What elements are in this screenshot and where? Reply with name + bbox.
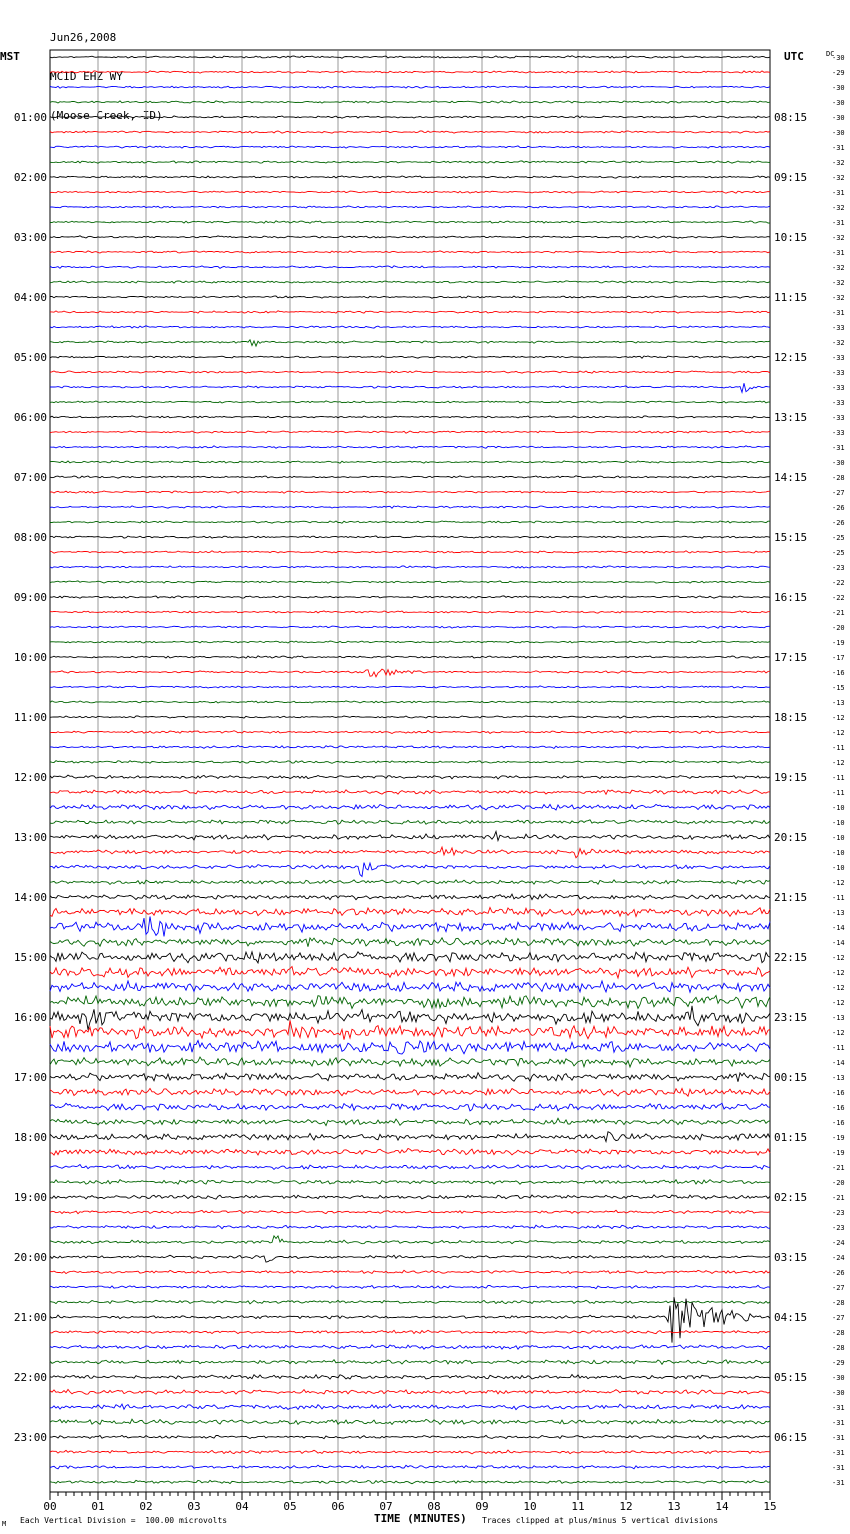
- trace-line-84: [50, 1297, 770, 1342]
- dc-offset-label: -25: [832, 549, 845, 557]
- left-hour-label: 18:00: [13, 1131, 47, 1144]
- right-hour-label: 15:15: [774, 531, 808, 544]
- dc-offset-label: -10: [832, 834, 845, 842]
- trace-line-77: [50, 1210, 770, 1213]
- dc-offset-label: -31: [832, 1434, 845, 1442]
- dc-offset-label: -23: [832, 564, 845, 572]
- trace-line-62: [50, 981, 770, 992]
- x-tick-label: 07: [379, 1500, 393, 1513]
- trace-line-20: [50, 356, 770, 358]
- left-hour-label: 22:00: [13, 1371, 47, 1384]
- right-hour-label: 00:15: [774, 1071, 808, 1084]
- right-hour-label: 21:15: [774, 891, 808, 904]
- dc-offset-label: -28: [832, 1299, 845, 1307]
- dc-offset-label: -25: [832, 534, 845, 542]
- dc-offset-label: -30: [832, 1374, 845, 1382]
- dc-offset-label: -33: [832, 369, 845, 377]
- dc-offset-label: -32: [832, 279, 845, 287]
- dc-offset-label: -32: [832, 174, 845, 182]
- header-date: Jun26,2008: [50, 31, 117, 44]
- dc-offset-label: -26: [832, 519, 845, 527]
- trace-line-25: [50, 431, 770, 433]
- dc-offset-label: -15: [832, 684, 845, 692]
- trace-line-9: [50, 191, 770, 193]
- dc-offset-label: -23: [832, 1209, 845, 1217]
- right-hour-label: 05:15: [774, 1371, 808, 1384]
- trace-line-2: [50, 86, 770, 88]
- dc-offset-label: -11: [832, 789, 845, 797]
- header-location: (Moose Creek, ID): [50, 109, 163, 122]
- dc-offset-label: -31: [832, 309, 845, 317]
- trace-line-54: [50, 863, 770, 877]
- dc-offset-label: -30: [832, 129, 845, 137]
- dc-offset-label: -19: [832, 1149, 845, 1157]
- dc-offset-label: -31: [832, 189, 845, 197]
- trace-line-13: [50, 251, 770, 253]
- dc-offset-label: -11: [832, 744, 845, 752]
- x-tick-label: 03: [187, 1500, 201, 1513]
- trace-line-33: [50, 551, 770, 553]
- dc-offset-label: -30: [832, 114, 845, 122]
- dc-offset-label: -12: [832, 1029, 845, 1037]
- trace-line-43: [50, 701, 770, 703]
- x-tick-label: 02: [139, 1500, 153, 1513]
- dc-offset-label: -16: [832, 1104, 845, 1112]
- dc-offset-label: -12: [832, 714, 845, 722]
- dc-offset-label: -27: [832, 1284, 845, 1292]
- left-hour-label: 16:00: [13, 1011, 47, 1024]
- trace-line-59: [50, 938, 770, 947]
- dc-offset-label: -31: [832, 444, 845, 452]
- trace-line-50: [50, 804, 770, 810]
- trace-line-23: [50, 401, 770, 403]
- dc-offset-label: -23: [832, 1224, 845, 1232]
- trace-line-40: [50, 656, 770, 658]
- dc-offset-label: -30: [832, 459, 845, 467]
- dc-offset-label: -33: [832, 414, 845, 422]
- dc-offset-label: -12: [832, 954, 845, 962]
- left-hour-label: 11:00: [13, 711, 47, 724]
- trace-line-53: [50, 847, 770, 858]
- trace-line-32: [50, 536, 770, 538]
- trace-line-18: [50, 326, 770, 328]
- trace-line-35: [50, 581, 770, 583]
- left-hour-label: 01:00: [13, 111, 47, 124]
- trace-line-45: [50, 731, 770, 734]
- x-tick-label: 04: [235, 1500, 249, 1513]
- trace-line-64: [50, 1006, 770, 1030]
- right-hour-label: 11:15: [774, 291, 808, 304]
- clip-note: Traces clipped at plus/minus 5 vertical divisions: [482, 1516, 719, 1525]
- dc-offset-label: -13: [832, 1014, 845, 1022]
- trace-line-6: [50, 146, 770, 148]
- trace-line-80: [50, 1255, 770, 1262]
- trace-line-85: [50, 1330, 770, 1333]
- trace-line-71: [50, 1118, 770, 1125]
- dc-offset-label: -31: [832, 1404, 845, 1412]
- dc-offset-label: -10: [832, 864, 845, 872]
- trace-line-26: [50, 446, 770, 449]
- trace-line-34: [50, 566, 770, 568]
- left-hour-label: 07:00: [13, 471, 47, 484]
- dc-offset-label: -22: [832, 594, 845, 602]
- dc-offset-label: -30: [832, 54, 845, 62]
- trace-line-10: [50, 206, 770, 208]
- trace-line-78: [50, 1225, 770, 1229]
- x-tick-label: 06: [331, 1500, 345, 1513]
- left-hour-label: 17:00: [13, 1071, 47, 1084]
- dc-offset-label: -33: [832, 399, 845, 407]
- x-tick-label: 10: [523, 1500, 537, 1513]
- dc-offset-label: -33: [832, 429, 845, 437]
- dc-offset-label: -31: [832, 144, 845, 152]
- trace-line-21: [50, 371, 770, 373]
- trace-line-55: [50, 880, 770, 885]
- trace-line-56: [50, 894, 770, 900]
- trace-line-42: [50, 686, 770, 688]
- trace-line-66: [50, 1041, 770, 1055]
- dc-offset-label: -32: [832, 204, 845, 212]
- left-hour-label: 12:00: [13, 771, 47, 784]
- dc-offset-label: -11: [832, 1044, 845, 1052]
- left-hour-label: 03:00: [13, 231, 47, 244]
- trace-line-91: [50, 1419, 770, 1424]
- trace-line-69: [50, 1088, 770, 1096]
- dc-offset-label: -32: [832, 159, 845, 167]
- trace-line-31: [50, 521, 770, 523]
- dc-offset-label: -16: [832, 1089, 845, 1097]
- trace-line-83: [50, 1300, 770, 1304]
- header-station: MCID EHZ WY: [50, 70, 123, 83]
- left-hour-label: 08:00: [13, 531, 47, 544]
- trace-line-17: [50, 311, 770, 313]
- right-hour-label: 08:15: [774, 111, 808, 124]
- dc-offset-label: -33: [832, 384, 845, 392]
- x-tick-label: 12: [619, 1500, 633, 1513]
- trace-line-61: [50, 967, 770, 979]
- x-axis-label: TIME (MINUTES): [374, 1512, 467, 1525]
- trace-line-36: [50, 596, 770, 598]
- right-hour-label: 22:15: [774, 951, 808, 964]
- trace-line-93: [50, 1450, 770, 1454]
- trace-line-0: [50, 56, 770, 59]
- dc-offset-label: -12: [832, 759, 845, 767]
- dc-offset-label: -10: [832, 819, 845, 827]
- left-hour-label: 09:00: [13, 591, 47, 604]
- trace-line-5: [50, 131, 770, 133]
- trace-line-27: [50, 461, 770, 463]
- dc-offset-label: -31: [832, 249, 845, 257]
- logo-mark: M: [2, 1520, 7, 1528]
- right-hour-label: 18:15: [774, 711, 808, 724]
- dc-offset-label: -14: [832, 939, 845, 947]
- trace-line-39: [50, 641, 770, 643]
- trace-line-37: [50, 611, 770, 613]
- trace-line-87: [50, 1360, 770, 1365]
- dc-offset-label: -17: [832, 654, 845, 662]
- scale-note: Each Vertical Division = 100.00 microvolts: [20, 1516, 228, 1525]
- trace-line-52: [50, 831, 770, 840]
- right-hour-label: 16:15: [774, 591, 808, 604]
- dc-offset-label: -26: [832, 1269, 845, 1277]
- right-hour-label: 03:15: [774, 1251, 808, 1264]
- trace-line-86: [50, 1345, 770, 1349]
- trace-line-47: [50, 761, 770, 764]
- dc-offset-label: -30: [832, 1389, 845, 1397]
- dc-offset-label: -21: [832, 609, 845, 617]
- dc-offset-label: -13: [832, 699, 845, 707]
- trace-line-57: [50, 908, 770, 917]
- right-hour-label: 01:15: [774, 1131, 808, 1144]
- left-hour-label: 06:00: [13, 411, 47, 424]
- trace-line-22: [50, 383, 770, 392]
- dc-offset-label: -12: [832, 984, 845, 992]
- left-hour-label: 10:00: [13, 651, 47, 664]
- trace-line-28: [50, 476, 770, 478]
- trace-line-12: [50, 236, 770, 238]
- trace-line-1: [50, 71, 770, 73]
- trace-line-41: [50, 669, 770, 677]
- dc-offset-label: -22: [832, 579, 845, 587]
- trace-line-67: [50, 1057, 770, 1067]
- x-tick-label: 08: [427, 1500, 441, 1513]
- dc-offset-label: -30: [832, 99, 845, 107]
- dc-offset-label: -28: [832, 474, 845, 482]
- right-hour-label: 23:15: [774, 1011, 808, 1024]
- x-tick-label: 11: [571, 1500, 585, 1513]
- trace-line-79: [50, 1236, 770, 1244]
- trace-line-73: [50, 1149, 770, 1156]
- trace-line-8: [50, 176, 770, 178]
- x-tick-label: 13: [667, 1500, 681, 1513]
- trace-line-58: [50, 917, 770, 937]
- dc-offset-label: -28: [832, 1344, 845, 1352]
- trace-line-38: [50, 626, 770, 628]
- left-hour-label: 04:00: [13, 291, 47, 304]
- right-hour-label: 06:15: [774, 1431, 808, 1444]
- right-hour-label: 09:15: [774, 171, 808, 184]
- dc-offset-label: -12: [832, 999, 845, 1007]
- right-hour-label: 17:15: [774, 651, 808, 664]
- right-hour-label: 02:15: [774, 1191, 808, 1204]
- dc-label: DC: [826, 50, 835, 58]
- trace-line-14: [50, 266, 770, 269]
- dc-offset-label: -32: [832, 234, 845, 242]
- left-hour-label: 21:00: [13, 1311, 47, 1324]
- dc-offset-label: -24: [832, 1254, 845, 1262]
- dc-offset-label: -20: [832, 624, 845, 632]
- right-hour-label: 19:15: [774, 771, 808, 784]
- x-tick-label: 15: [763, 1500, 777, 1513]
- dc-offset-label: -31: [832, 219, 845, 227]
- dc-offset-label: -19: [832, 639, 845, 647]
- dc-offset-label: -16: [832, 1119, 845, 1127]
- trace-line-3: [50, 101, 770, 103]
- dc-offset-label: -21: [832, 1194, 845, 1202]
- dc-offset-label: -28: [832, 1329, 845, 1337]
- trace-line-29: [50, 491, 770, 493]
- left-hour-label: 13:00: [13, 831, 47, 844]
- trace-line-15: [50, 281, 770, 283]
- right-hour-label: 12:15: [774, 351, 808, 364]
- right-timezone-label: UTC: [784, 50, 804, 63]
- right-hour-label: 10:15: [774, 231, 808, 244]
- dc-offset-label: -13: [832, 909, 845, 917]
- dc-offset-label: -12: [832, 879, 845, 887]
- dc-offset-label: -27: [832, 1314, 845, 1322]
- trace-line-74: [50, 1165, 770, 1170]
- trace-line-60: [50, 952, 770, 963]
- dc-offset-label: -29: [832, 69, 845, 77]
- dc-offset-label: -10: [832, 849, 845, 857]
- dc-offset-label: -10: [832, 804, 845, 812]
- x-tick-label: 05: [283, 1500, 297, 1513]
- dc-offset-label: -20: [832, 1179, 845, 1187]
- right-hour-label: 20:15: [774, 831, 808, 844]
- trace-line-75: [50, 1180, 770, 1185]
- trace-line-90: [50, 1404, 770, 1410]
- right-hour-label: 14:15: [774, 471, 808, 484]
- dc-offset-label: -19: [832, 1134, 845, 1142]
- trace-line-7: [50, 161, 770, 163]
- dc-offset-label: -14: [832, 924, 845, 932]
- trace-line-89: [50, 1389, 770, 1394]
- dc-offset-label: -12: [832, 969, 845, 977]
- trace-line-95: [50, 1480, 770, 1483]
- dc-offset-label: -11: [832, 894, 845, 902]
- dc-offset-label: -32: [832, 294, 845, 302]
- dc-offset-label: -33: [832, 324, 845, 332]
- left-timezone-label: MST: [0, 50, 20, 63]
- trace-line-68: [50, 1073, 770, 1082]
- dc-offset-label: -14: [832, 1059, 845, 1067]
- dc-offset-label: -27: [832, 489, 845, 497]
- trace-line-4: [50, 116, 770, 118]
- dc-offset-label: -33: [832, 354, 845, 362]
- dc-offset-label: -24: [832, 1239, 845, 1247]
- left-hour-label: 05:00: [13, 351, 47, 364]
- trace-line-30: [50, 506, 770, 508]
- trace-line-44: [50, 716, 770, 718]
- trace-line-88: [50, 1375, 770, 1380]
- left-hour-label: 02:00: [13, 171, 47, 184]
- dc-offset-label: -12: [832, 729, 845, 737]
- trace-line-82: [50, 1285, 770, 1288]
- left-hour-label: 14:00: [13, 891, 47, 904]
- trace-line-16: [50, 296, 770, 298]
- trace-line-92: [50, 1435, 770, 1439]
- dc-offset-label: -32: [832, 339, 845, 347]
- x-tick-label: 14: [715, 1500, 729, 1513]
- left-hour-label: 23:00: [13, 1431, 47, 1444]
- trace-line-81: [50, 1270, 770, 1273]
- trace-line-51: [50, 820, 770, 824]
- trace-line-72: [50, 1132, 770, 1142]
- dc-offset-label: -29: [832, 1359, 845, 1367]
- trace-line-63: [50, 996, 770, 1009]
- dc-offset-label: -11: [832, 774, 845, 782]
- dc-offset-label: -31: [832, 1464, 845, 1472]
- trace-line-94: [50, 1465, 770, 1469]
- x-tick-label: 00: [43, 1500, 57, 1513]
- dc-offset-label: -32: [832, 264, 845, 272]
- dc-offset-label: -31: [832, 1479, 845, 1487]
- dc-offset-label: -31: [832, 1419, 845, 1427]
- trace-line-49: [50, 790, 770, 795]
- right-hour-label: 13:15: [774, 411, 808, 424]
- left-hour-label: 15:00: [13, 951, 47, 964]
- left-hour-label: 20:00: [13, 1251, 47, 1264]
- trace-line-19: [50, 340, 770, 346]
- trace-line-24: [50, 416, 770, 418]
- dc-offset-label: -26: [832, 504, 845, 512]
- dc-offset-label: -31: [832, 1449, 845, 1457]
- trace-line-76: [50, 1195, 770, 1199]
- dc-offset-label: -13: [832, 1074, 845, 1082]
- trace-line-65: [50, 1020, 770, 1039]
- trace-line-46: [50, 746, 770, 749]
- x-tick-label: 01: [91, 1500, 105, 1513]
- left-hour-label: 19:00: [13, 1191, 47, 1204]
- dc-offset-label: -16: [832, 669, 845, 677]
- trace-line-48: [50, 775, 770, 779]
- trace-line-11: [50, 221, 770, 223]
- right-hour-label: 04:15: [774, 1311, 808, 1324]
- dc-offset-label: -30: [832, 84, 845, 92]
- trace-line-70: [50, 1103, 770, 1111]
- dc-offset-label: -21: [832, 1164, 845, 1172]
- x-tick-label: 09: [475, 1500, 489, 1513]
